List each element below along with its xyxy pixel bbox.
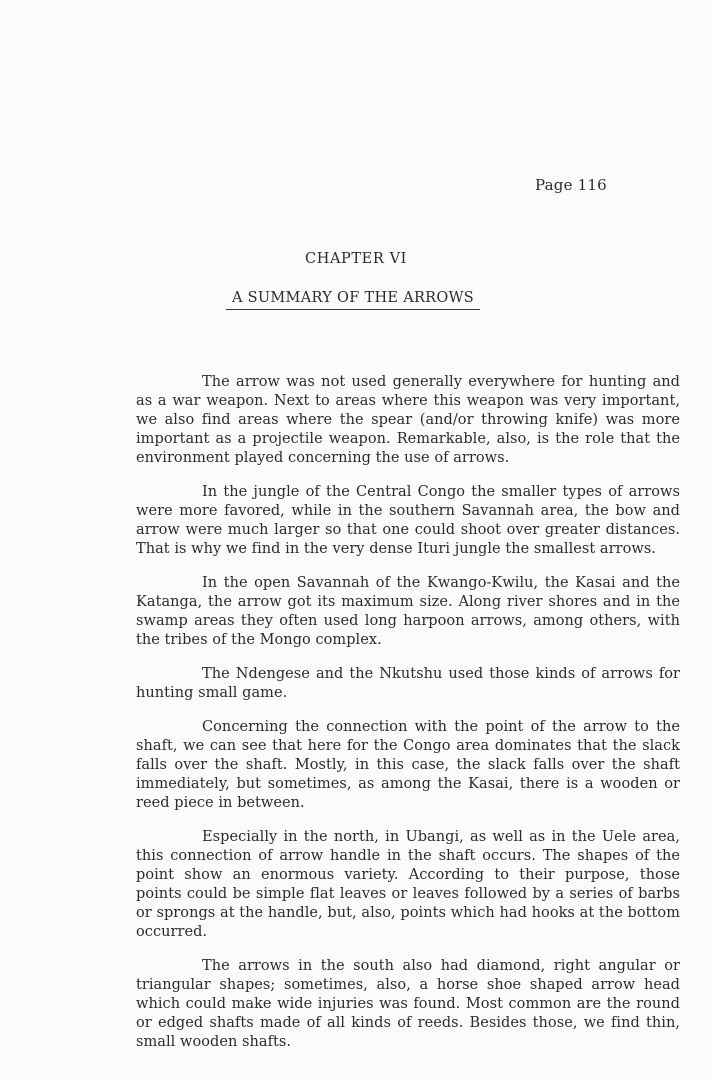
paragraph-6: Especially in the north, in Ubangi, as well as in the Uele area, this connection of arrow handle in the shaft occurs. The shapes of the point show an enormous variety. According to their purpose, those points could be simple flat leaves or leaves followed by a series of barbs or sprongs at the handle, but, also, points which had hooks at the bottom occurred. — [136, 829, 680, 940]
chapter-title: A SUMMARY OF THE ARROWS — [226, 290, 480, 310]
paragraph-7: The arrows in the south also had diamond, right angular or triangular shapes; sometimes, also, a horse shoe shaped arrow head which could make wide injuries was found. Most common are the round or edged shafts made of all kinds of reeds. Besides those, we find thin, small wooden shafts. — [136, 958, 680, 1050]
paragraph-2: In the jungle of the Central Congo the smaller types of arrows were more favored, while in the southern Savannah area, the bow and arrow were much larger so that one could shoot over greater distances. That is why we find in the very dense Ituri jungle the smallest arrows. — [136, 484, 680, 557]
chapter-heading: CHAPTER VI — [305, 251, 407, 267]
paragraph-1: The arrow was not used generally everywhere for hunting and as a war weapon. Next to areas where this weapon was very important, we also find areas where the spear (and/or throwing knife) was more important as a projectile weapon. Remarkable, also, is the role that the environment played concerning the use of arrows. — [136, 374, 680, 466]
chapter-title-container — [0, 287, 712, 310]
paragraph-3: In the open Savannah of the Kwango-Kwilu, the Kasai and the Katanga, the arrow got its maximum size. Along river shores and in the swamp areas they often used long harpoon arrows, among others, with the tribes of the Mongo complex. — [136, 575, 680, 648]
body-text — [136, 373, 680, 1067]
paragraph-4: The Ndengese and the Nkutshu used those kinds of arrows for hunting small game. — [136, 666, 680, 701]
paragraph-5: Concerning the connection with the point of the arrow to the shaft, we can see that here for the Congo area dominates that the slack falls over the shaft. Mostly, in this case, the slack falls over the shaft immediately, but sometimes, as among the Kasai, there is a wooden or reed piece in between. — [136, 719, 680, 811]
page-number: Page 116 — [535, 176, 607, 194]
